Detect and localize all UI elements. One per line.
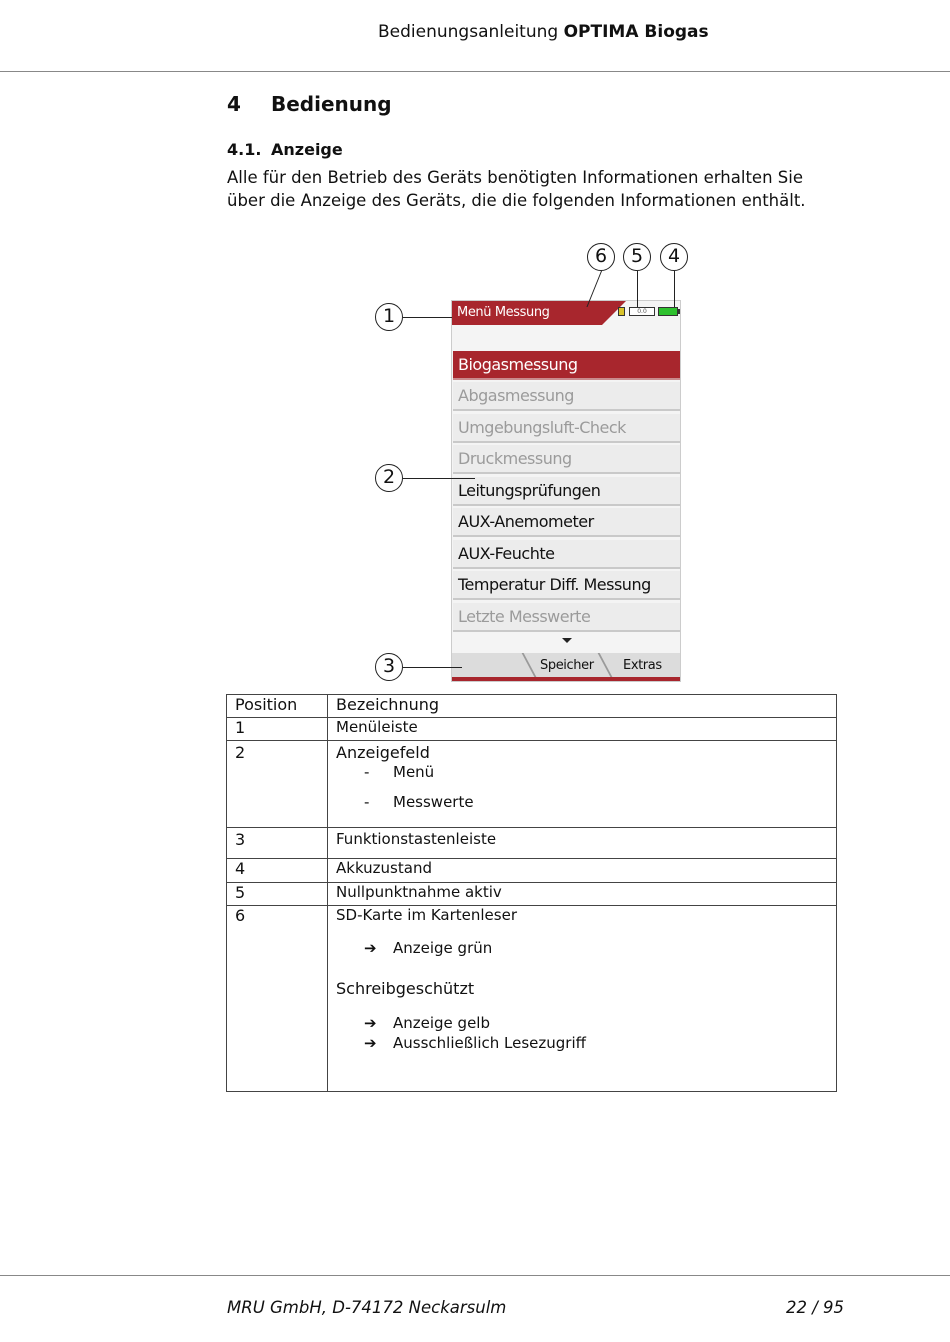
list-item-text: Ausschließlich Lesezugriff (393, 1034, 586, 1052)
menu-item-temperatur-diff-messung[interactable]: Temperatur Diff. Messung (453, 571, 681, 600)
arrow-right-icon: ➔ (364, 1014, 377, 1032)
row-position: 6 (227, 906, 328, 1092)
callout-5: 5 (623, 243, 651, 271)
intro-paragraph: Alle für den Betrieb des Geräts benötigten Informationen erhalten Sie über die Anzeige des Geräts, die die folgenden Informationen enthält. (227, 168, 806, 210)
list-item (336, 1034, 828, 1052)
list-item-text: Menü (393, 763, 435, 781)
menu-item-aux-feuchte[interactable]: AUX-Feuchte (453, 540, 681, 569)
fn-key-extras[interactable]: Extras (623, 658, 662, 673)
battery-icon (658, 307, 678, 316)
row-position: 2 (227, 741, 328, 828)
menu-item-abgasmessung[interactable]: Abgasmessung (453, 382, 681, 411)
row-position: 3 (227, 828, 328, 859)
callout-4-line (674, 271, 675, 307)
function-key-bar (452, 653, 681, 677)
menu-item-biogasmessung[interactable]: Biogasmessung (453, 351, 681, 380)
row-position: 1 (227, 718, 328, 741)
table-header-position: Position (227, 695, 328, 718)
fn-separator (522, 653, 537, 677)
row-sublabel: Schreibgeschützt (336, 979, 475, 998)
list-item-text: Anzeige grün (393, 939, 493, 957)
callout-4: 4 (660, 243, 688, 271)
section-heading (227, 92, 392, 116)
sd-card-icon (618, 307, 625, 316)
row-content (328, 741, 837, 828)
table-row (227, 828, 837, 859)
arrow-right-icon: ➔ (364, 939, 377, 957)
menu-item-umgebungsluft-check[interactable]: Umgebungsluft-Check (453, 414, 681, 443)
callout-2: 2 (375, 464, 403, 492)
list-item-text: Messwerte (393, 793, 474, 811)
callout-5-line (637, 271, 638, 307)
list-item (336, 1014, 828, 1032)
fn-separator (598, 653, 613, 677)
table-row (227, 883, 837, 906)
row-label: Anzeigefeld (336, 743, 430, 762)
legend-table (226, 694, 837, 1092)
header-prefix: Bedienungsanleitung (378, 22, 559, 42)
table-row (227, 718, 837, 741)
subsection-number: 4.1. (227, 140, 262, 159)
scroll-down-icon[interactable] (562, 638, 572, 643)
table-header-bezeichnung: Bezeichnung (328, 695, 837, 718)
row-label: Akkuzustand (328, 859, 837, 883)
list-item-text: Anzeige gelb (393, 1014, 490, 1032)
menu-bar (452, 301, 681, 325)
fn-key-speicher[interactable]: Speicher (540, 658, 594, 673)
menu-bar-title: Menü Messung (457, 305, 550, 320)
zero-point-icon: 0.0 (629, 307, 655, 316)
device-screen (451, 300, 681, 682)
footer-rule (0, 1275, 950, 1276)
row-label: Nullpunktnahme aktiv (328, 883, 837, 906)
table-row (227, 741, 837, 828)
list-item: - Menü (364, 763, 435, 781)
table-header-row (227, 695, 837, 718)
section-title: Bedienung (271, 92, 392, 116)
header-rule (0, 71, 950, 72)
callout-1: 1 (375, 303, 403, 331)
callout-2-line (403, 478, 475, 479)
header-product: OPTIMA Biogas (563, 22, 709, 42)
menu-item-druckmessung[interactable]: Druckmessung (453, 445, 681, 474)
callout-6: 6 (587, 243, 615, 271)
footer-company: MRU GmbH, D-74172 Neckarsulm (227, 1298, 507, 1317)
subsection-heading (227, 140, 343, 159)
row-position: 4 (227, 859, 328, 883)
table-row (227, 906, 837, 1092)
menu-item-leitungspruefungen[interactable]: Leitungsprüfungen (453, 477, 681, 506)
row-label: Funktionstastenleiste (328, 828, 837, 859)
section-number: 4 (227, 92, 241, 116)
row-label: Menüleiste (328, 718, 837, 741)
table-row (227, 859, 837, 883)
row-content (328, 906, 837, 1092)
subsection-title: Anzeige (271, 140, 343, 159)
row-position: 5 (227, 883, 328, 906)
battery-tip-icon (678, 309, 680, 314)
callout-3-line (403, 667, 462, 668)
callout-1-line (403, 317, 452, 318)
menu-item-letzte-messwerte[interactable]: Letzte Messwerte (453, 603, 681, 632)
list-item: - Messwerte (364, 793, 474, 811)
row-label: SD-Karte im Kartenleser (336, 906, 517, 924)
arrow-right-icon: ➔ (364, 1034, 377, 1052)
footer-page-number: 22 / 95 (786, 1298, 845, 1317)
callout-3: 3 (375, 653, 403, 681)
function-bar-bottom (452, 677, 681, 682)
header-text (378, 22, 709, 42)
menu-item-aux-anemometer[interactable]: AUX-Anemometer (453, 508, 681, 537)
list-item (336, 939, 828, 957)
